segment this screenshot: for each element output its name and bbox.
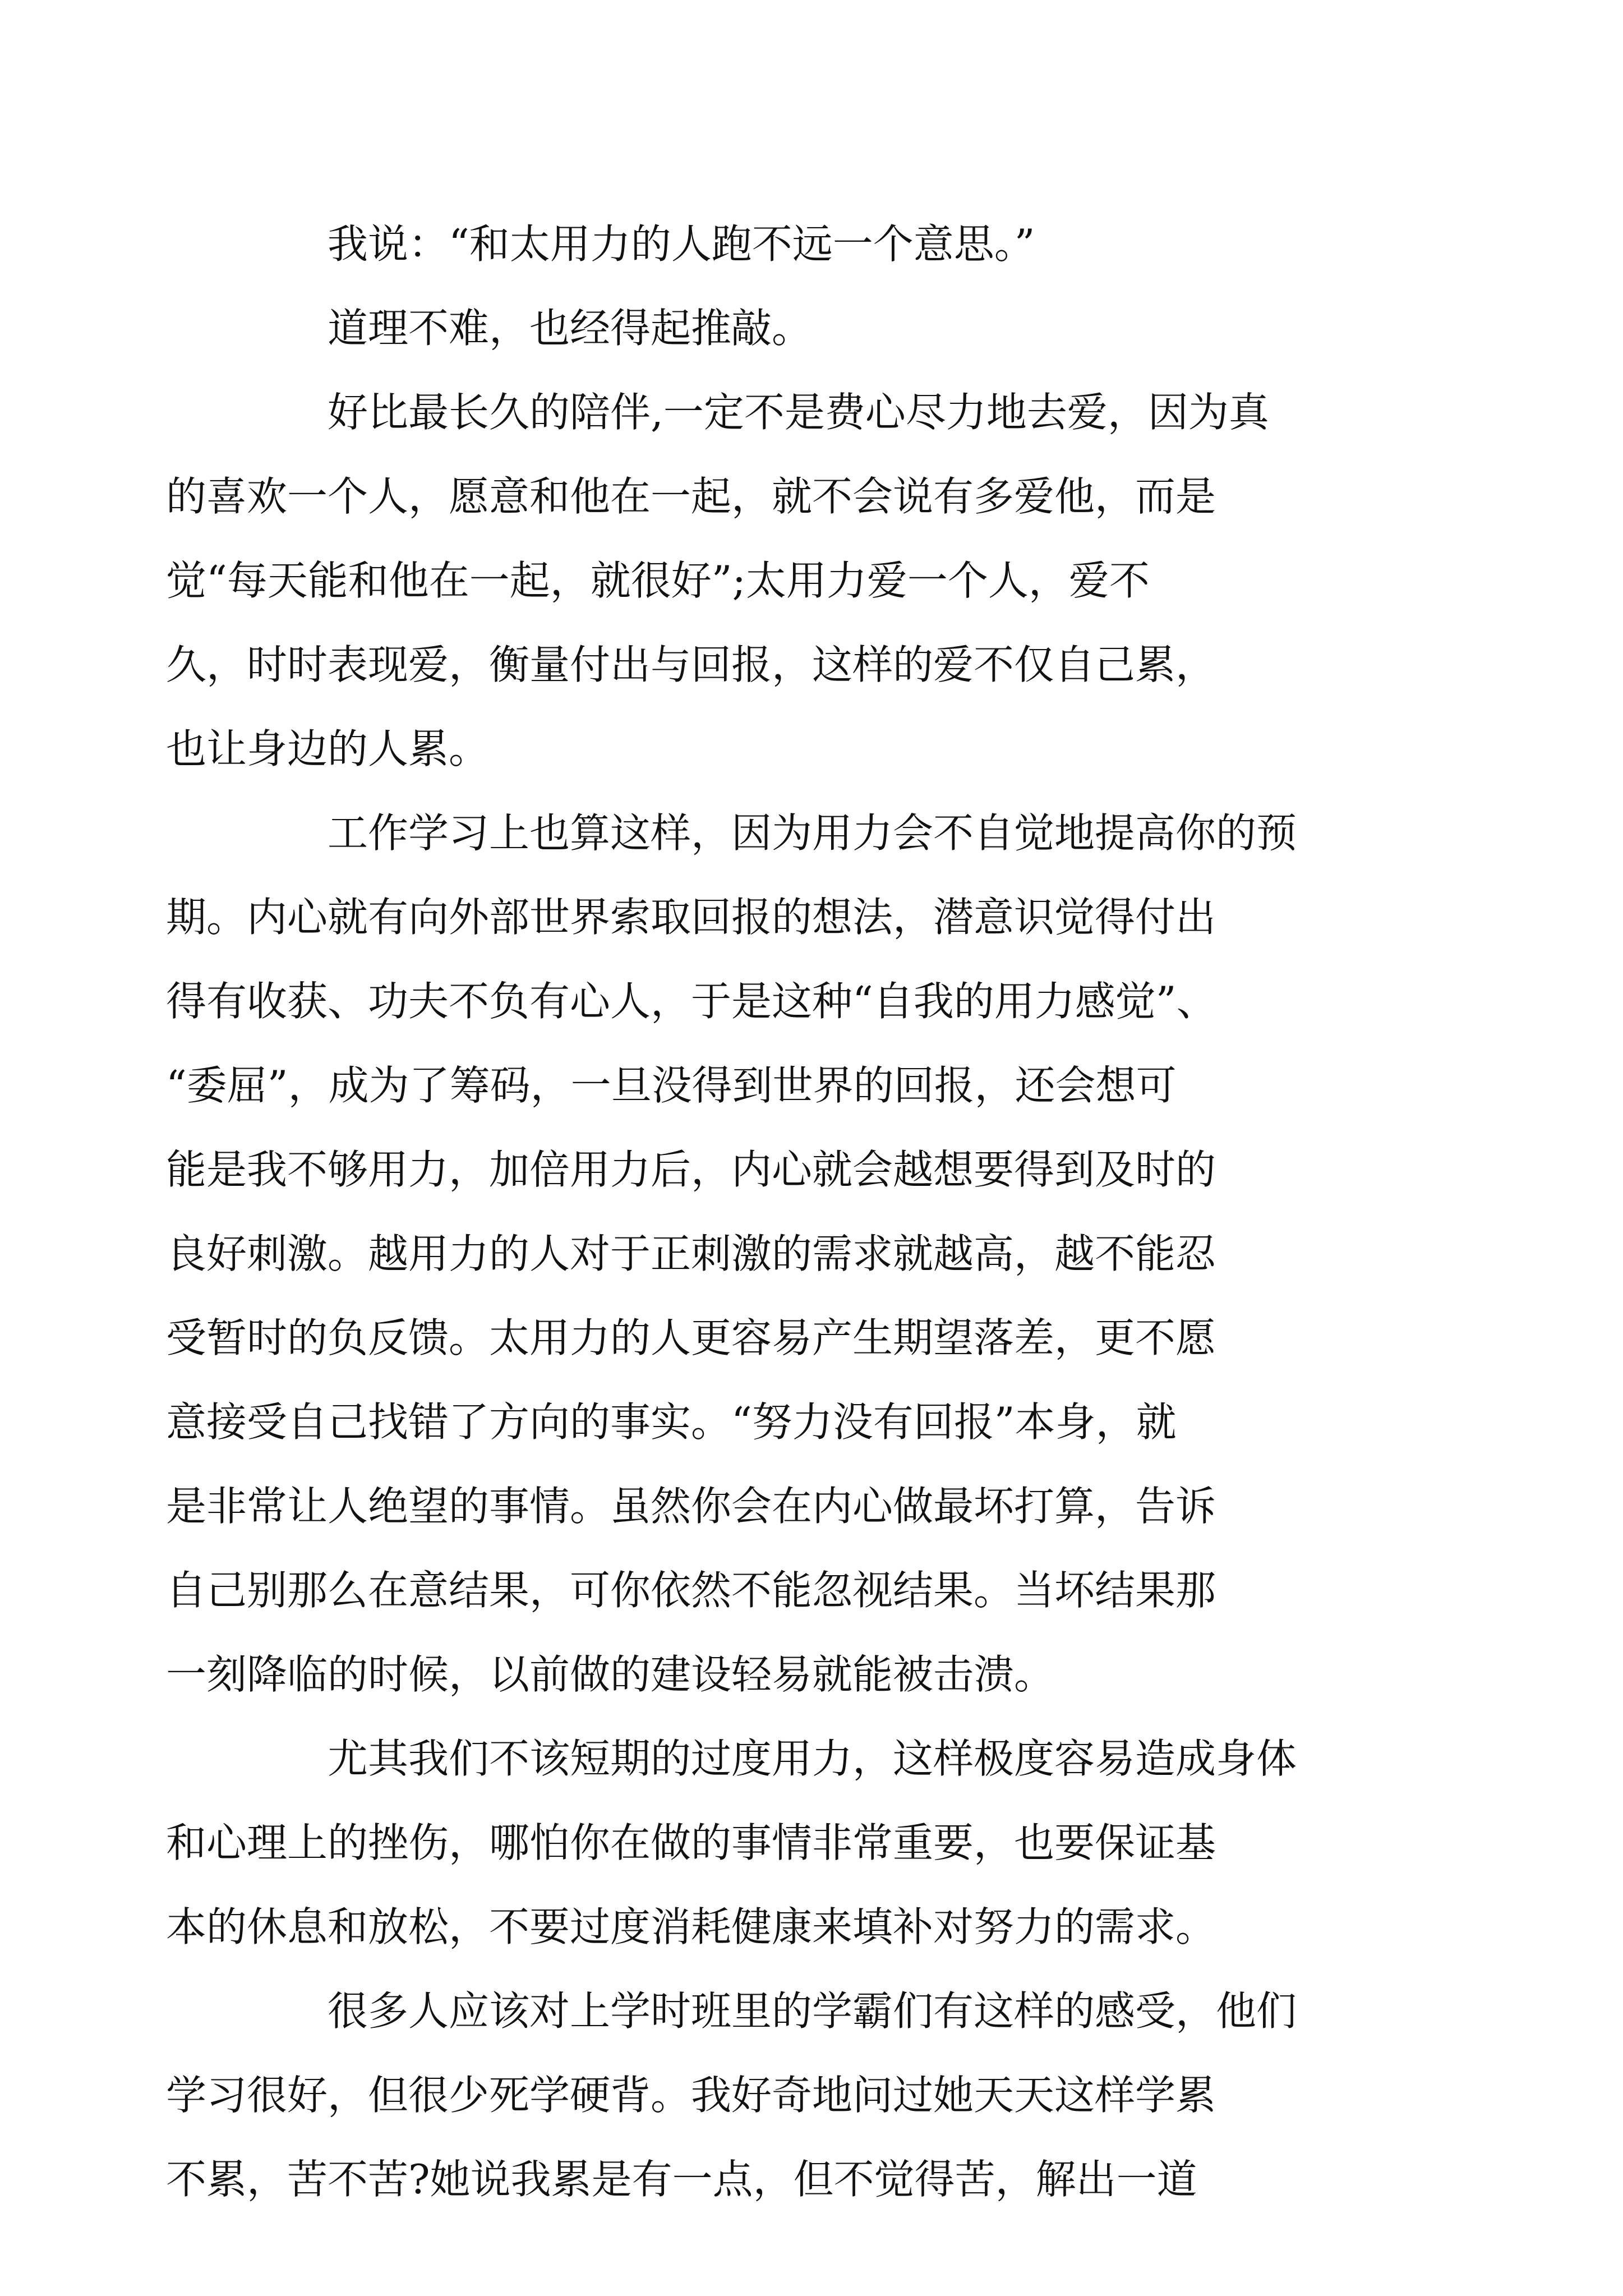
text-line: 自己别那么在意结果，可你依然不能忽视结果。当坏结果那 <box>166 1567 1216 1614</box>
paragraph-1 <box>247 202 1380 286</box>
paragraph-4 <box>166 791 1380 1717</box>
text-line: 受暂时的负反馈。太用力的人更容易产生期望落差，更不愿 <box>166 1314 1216 1361</box>
paragraph-5 <box>166 1717 1380 1969</box>
text-line: 道理不难，也经得起推敲。 <box>328 305 813 352</box>
text-line: 能是我不够用力，加倍用力后，内心就会越想要得到及时的 <box>166 1146 1216 1193</box>
text-line: 得有收获、功夫不负有心人，于是这种“自我的用力感觉”、 <box>166 978 1217 1025</box>
text-line: 久，时时表现爱，衡量付出与回报，这样的爱不仅自己累， <box>166 641 1216 688</box>
paragraph-2 <box>247 286 1380 370</box>
text-line: 一刻降临的时候，以前做的建设轻易就能被击溃。 <box>166 1651 1055 1698</box>
text-line: 很多人应该对上学时班里的学霸们有这样的感受，他们 <box>328 1987 1297 2035</box>
text-line: 好比最长久的陪伴,一定不是费心尽力地去爱，因为真 <box>328 389 1269 436</box>
text-line: 意接受自己找错了方向的事实。“努力没有回报”本身，就 <box>166 1398 1177 1446</box>
paragraph-6 <box>166 1969 1380 2221</box>
text-line: 工作学习上也算这样，因为用力会不自觉地提高你的预 <box>328 809 1297 857</box>
text-line: 我说：“和太用力的人跑不远一个意思。” <box>328 220 1035 268</box>
paragraph-3 <box>166 370 1380 791</box>
text-line: 良好刺激。越用力的人对于正刺激的需求就越高，越不能忍 <box>166 1230 1216 1277</box>
text-line: 和心理上的挫伤，哪怕你在做的事情非常重要，也要保证基 <box>166 1819 1216 1866</box>
document-body <box>166 202 1380 2221</box>
text-line: 期。内心就有向外部世界索取回报的想法，潜意识觉得付出 <box>166 894 1216 941</box>
text-line: 是非常让人绝望的事情。虽然你会在内心做最坏打算，告诉 <box>166 1483 1216 1530</box>
text-line: 的喜欢一个人，愿意和他在一起，就不会说有多爱他，而是 <box>166 473 1216 520</box>
text-line: “委屈”，成为了筹码，一旦没得到世界的回报，还会想可 <box>166 1062 1177 1109</box>
text-line: 尤其我们不该短期的过度用力，这样极度容易造成身体 <box>328 1735 1297 1782</box>
text-line: 学习很好，但很少死学硬背。我好奇地问过她天天这样学累 <box>166 2072 1216 2119</box>
text-line: 本的休息和放松，不要过度消耗健康来填补对努力的需求。 <box>166 1903 1216 1950</box>
text-line: 也让身边的人累。 <box>166 725 490 772</box>
text-line: 觉“每天能和他在一起，就很好”;太用力爱一个人，爱不 <box>166 557 1150 604</box>
text-line: 不累，苦不苦?她说我累是有一点，但不觉得苦，解出一道 <box>166 2156 1197 2203</box>
